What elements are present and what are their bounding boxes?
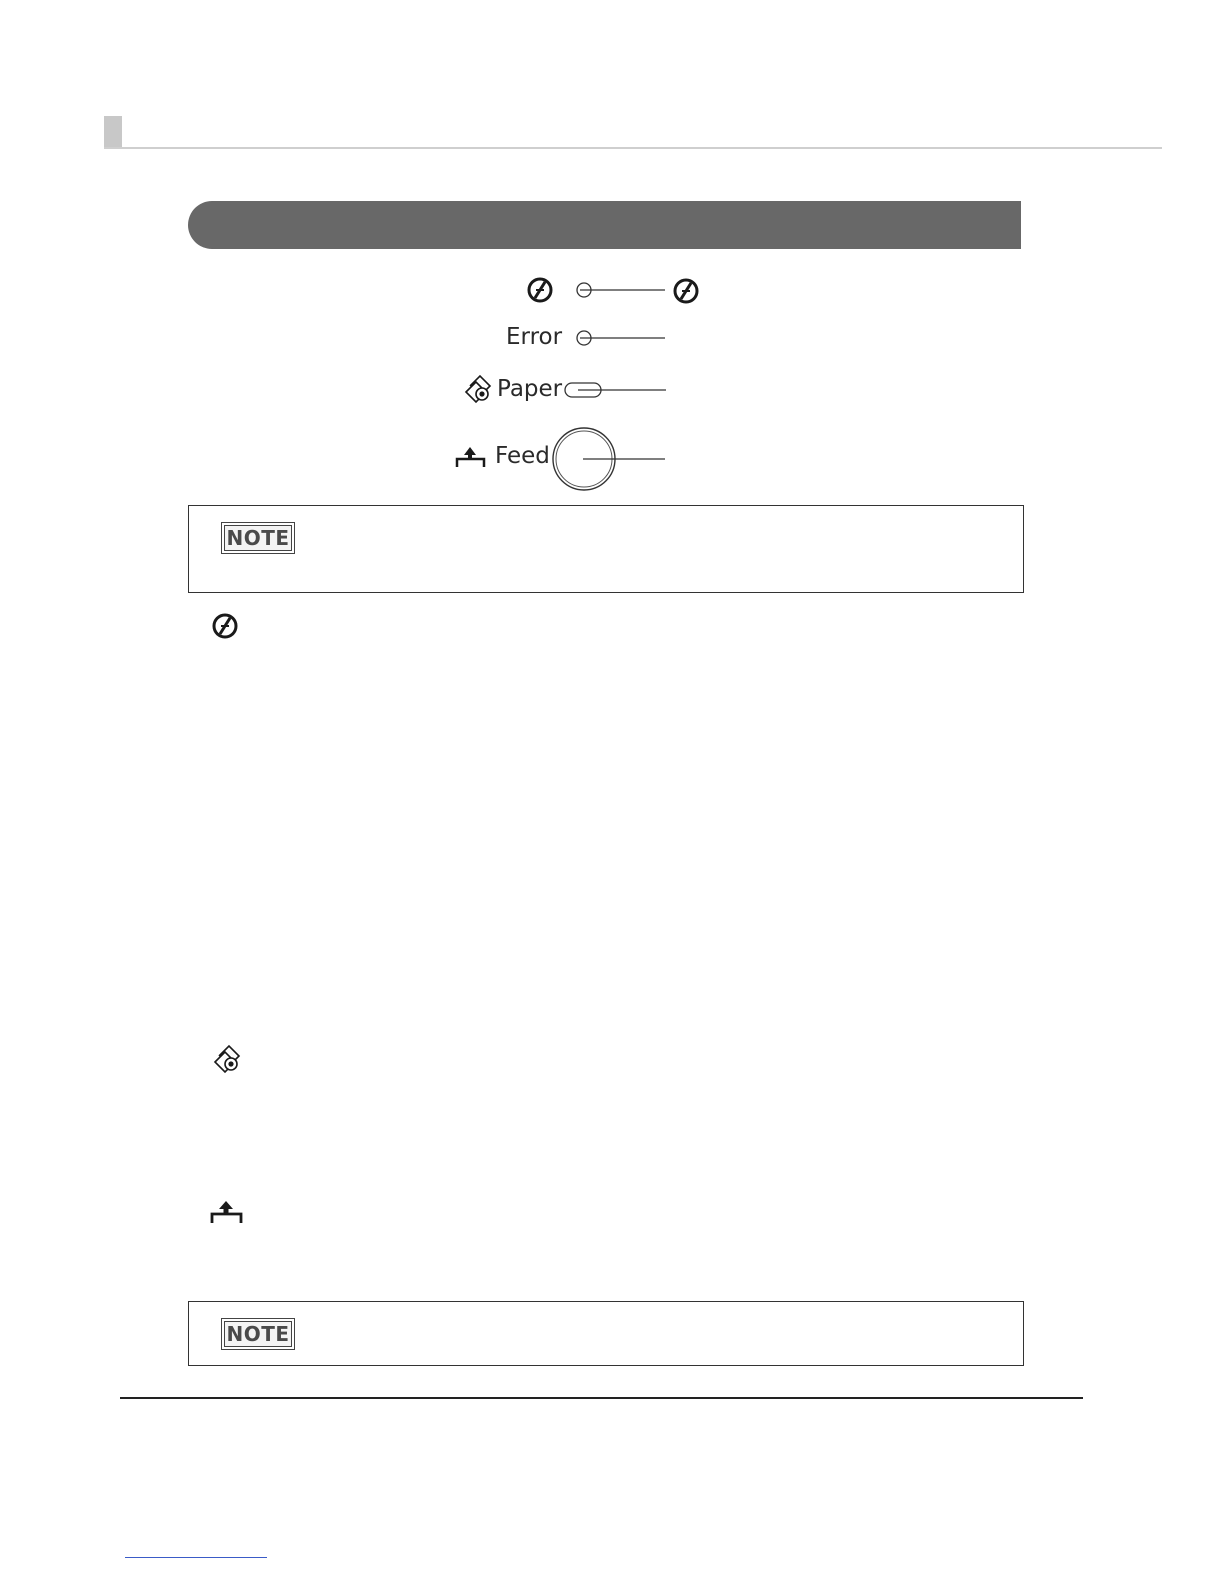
section-heading-bar [188, 201, 1021, 249]
error-led [577, 331, 665, 345]
footer-link-underline[interactable] [125, 1557, 267, 1558]
paper-roll-icon [466, 376, 490, 402]
error-label: Error [506, 324, 563, 350]
feed-icon [209, 1199, 245, 1227]
note-badge [221, 1318, 295, 1350]
header-marker [104, 116, 122, 148]
power-icon [529, 279, 551, 301]
note-box [188, 505, 1024, 593]
power-icon [211, 612, 239, 640]
power-led [577, 283, 665, 297]
feed-button [553, 428, 665, 490]
paper-led [565, 383, 666, 397]
note-badge-label: NOTE [224, 1321, 292, 1347]
feed-icon [457, 447, 484, 467]
power-callout-icon [675, 280, 697, 302]
control-panel-diagram [440, 268, 720, 498]
note-badge-label: NOTE [224, 525, 292, 551]
note-badge [221, 522, 295, 554]
feed-label: Feed [495, 443, 550, 469]
header-rule [104, 147, 1162, 149]
paper-label: Paper [497, 376, 563, 402]
paper-roll-icon [211, 1040, 243, 1074]
note-box [188, 1301, 1024, 1366]
footer-rule [120, 1397, 1083, 1399]
